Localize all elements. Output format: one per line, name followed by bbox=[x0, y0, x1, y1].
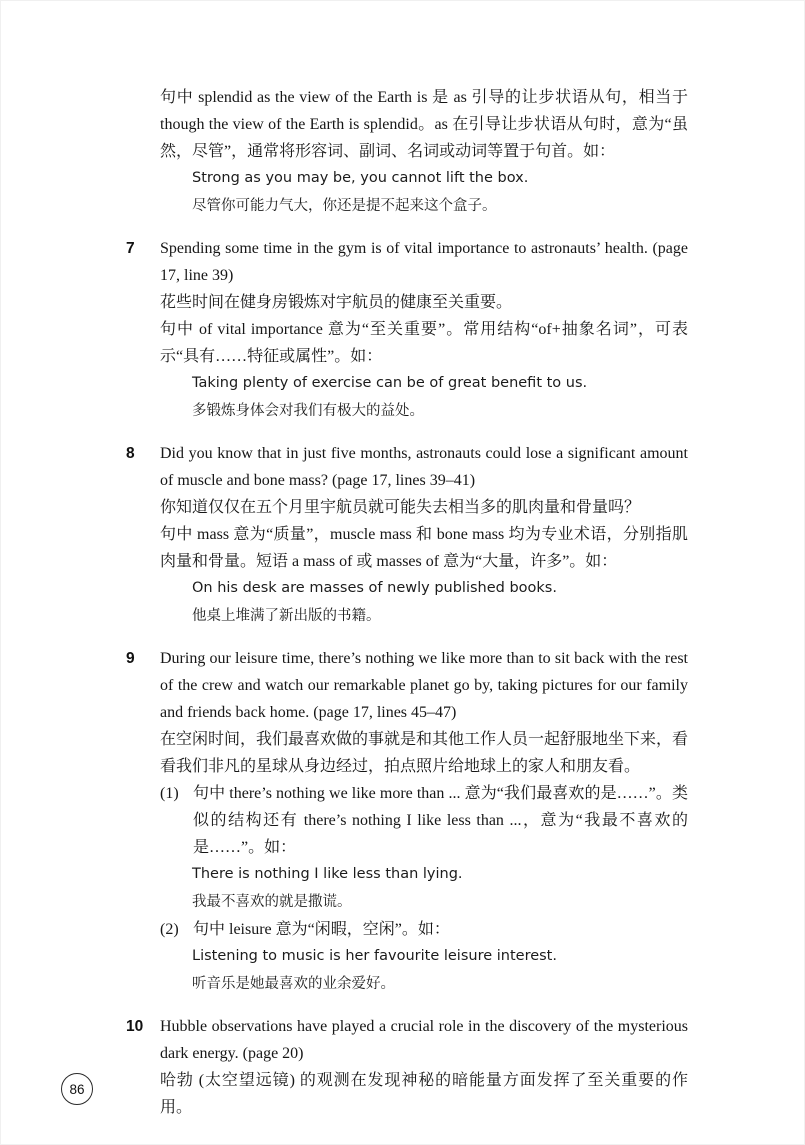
note-continuation-block bbox=[160, 84, 688, 220]
item-number: 9 bbox=[126, 650, 135, 667]
numbered-item-7 bbox=[126, 235, 688, 425]
example-sentence-en: Listening to music is her favourite leisure interest. bbox=[192, 948, 557, 964]
item-note: 句中 of vital importance 意为“至关重要”。常用结构“of+抽象名词”，可表示“具有……特征或属性”。如： bbox=[160, 321, 688, 365]
item-translation: 哈勃 (太空望远镜) 的观测在发现神秘的暗能量方面发挥了至关重要的作用。 bbox=[160, 1072, 688, 1116]
item-translation: 你知道仅仅在五个月里宇航员就可能失去相当多的肌肉量和骨量吗？ bbox=[160, 499, 641, 516]
example-sentence-zh: 听音乐是她最喜欢的业余爱好。 bbox=[192, 975, 395, 992]
item-number: 10 bbox=[126, 1018, 144, 1035]
item-number: 7 bbox=[126, 240, 135, 257]
example-sentence-en: There is nothing I like less than lying. bbox=[192, 866, 463, 882]
item-translation: 花些时间在健身房锻炼对宇航员的健康至关重要。 bbox=[160, 294, 513, 311]
item-sentence: Hubble observations have played a crucial role in the discovery of the mysterious dark energy. (page 20) bbox=[160, 1018, 688, 1062]
numbered-item-10 bbox=[126, 1013, 688, 1121]
item-sentence: During our leisure time, there’s nothing we like more than to sit back with the rest of the crew and watch our remarkable planet go by, taking pictures for our family and friends back home. (page 17, lines 45–47) bbox=[160, 650, 688, 721]
item-translation: 在空闲时间，我们最喜欢做的事就是和其他工作人员一起舒服地坐下来，看看我们非凡的星球从身边经过，拍点照片给地球上的家人和朋友看。 bbox=[160, 731, 689, 775]
example-sentence-zh: 我最不喜欢的就是撒谎。 bbox=[192, 893, 352, 910]
item-sentence: Spending some time in the gym is of vital importance to astronauts’ health. (page 17, line 39) bbox=[160, 240, 688, 284]
sub-item-note: 句中 there’s nothing we like more than ... 意为“我们最喜欢的是……”。类似的结构还有 there’s nothing I like less than ...，意为“我最不喜欢的是……”。如： bbox=[193, 785, 688, 856]
sub-item-note: 句中 leisure 意为“闲暇，空闲”。如： bbox=[193, 921, 450, 938]
item-note: 句中 mass 意为“质量”，muscle mass 和 bone mass 均为专业术语，分别指肌肉量和骨量。短语 a mass of 或 masses of 意为“大量，许多”。如： bbox=[160, 526, 688, 570]
page-number: 86 bbox=[69, 1081, 85, 1097]
sub-item-1 bbox=[160, 780, 688, 916]
example-sentence-en: Strong as you may be, you cannot lift the box. bbox=[192, 170, 529, 186]
example-sentence-en: On his desk are masses of newly published books. bbox=[192, 580, 557, 596]
example-sentence-en: Taking plenty of exercise can be of great benefit to us. bbox=[192, 375, 588, 391]
example-sentence-zh: 多锻炼身体会对我们有极大的益处。 bbox=[192, 402, 424, 419]
numbered-item-9 bbox=[126, 645, 689, 998]
item-sentence: Did you know that in just five months, astronauts could lose a significant amount of muscle and bone mass? (page 17, lines 39–41) bbox=[160, 445, 688, 489]
sub-item-label: (2) bbox=[160, 921, 179, 938]
page-number-badge bbox=[61, 1073, 93, 1105]
sub-item-label: (1) bbox=[160, 785, 179, 802]
item-number: 8 bbox=[126, 445, 135, 462]
example-sentence-zh: 尽管你可能力气大，你还是提不起来这个盒子。 bbox=[192, 197, 497, 214]
page-content bbox=[126, 84, 689, 1121]
numbered-item-8 bbox=[126, 440, 688, 630]
example-sentence-zh: 他桌上堆满了新出版的书籍。 bbox=[192, 607, 381, 624]
sub-item-2 bbox=[160, 916, 688, 998]
explanation-text: 句中 splendid as the view of the Earth is 是 as 引导的让步状语从句，相当于 though the view of the Earth is splendid。as 在引导让步状语从句时，意为“虽然，尽管”，通常将形容词、副词、名词或动词等置于句首。如： bbox=[160, 89, 688, 160]
